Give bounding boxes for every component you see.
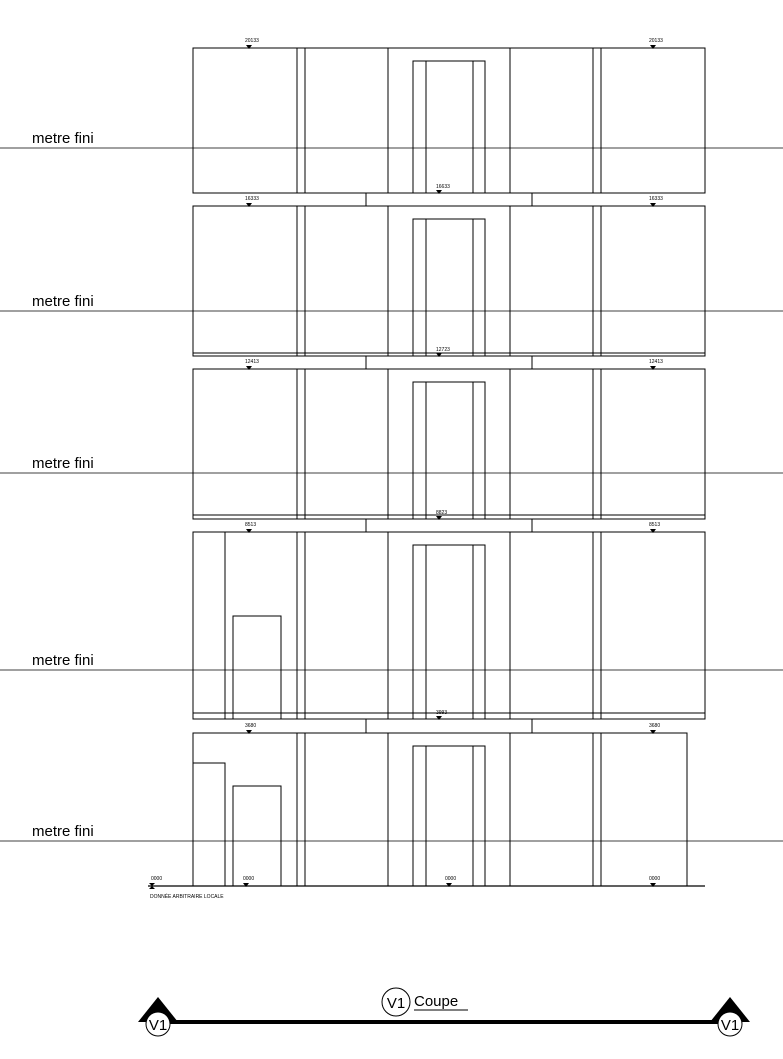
slab-2-1: [366, 719, 532, 733]
section-title-tag: V1: [386, 995, 406, 1012]
elevation-text-base-datum: 0000: [151, 876, 163, 882]
slab-3-2: [366, 519, 532, 532]
slab-4-3: [366, 356, 532, 369]
floor-2: [193, 532, 705, 719]
elevation-text-3680-left: 3680: [245, 723, 257, 729]
elevation-text-16333-left: 16333: [245, 196, 259, 202]
elevation-text-16333-right: 16333: [649, 196, 663, 202]
floor-4: [193, 206, 705, 356]
elevation-text-12723: 12723: [436, 347, 450, 353]
level-label-3: metre fini: [32, 455, 94, 472]
elevation-text-base-center: 0000: [445, 876, 457, 882]
section-title: Coupe: [414, 993, 459, 1010]
floor-3: [193, 369, 705, 519]
elevation-text-3993: 3993: [436, 710, 448, 716]
section-tag-right: V1: [720, 1017, 740, 1034]
level-lines: [0, 148, 783, 841]
elevation-text-8823: 8823: [436, 510, 448, 516]
elevation-text-12413-right: 12413: [649, 359, 663, 365]
elevation-text-8513-left: 8513: [245, 522, 257, 528]
elevation-text-top-right: 20133: [649, 38, 663, 44]
section-tag-left: V1: [148, 1017, 168, 1034]
elevation-text-base-right: 0000: [649, 876, 661, 882]
datum-label: DONNÉE ARBITRAIRE LOCALE: [150, 894, 224, 900]
elevation-text-12413-left: 12413: [245, 359, 259, 365]
slab-5-4: [193, 193, 705, 206]
level-label-4: metre fini: [32, 293, 94, 310]
elevation-texts: [150, 38, 663, 900]
floor-5: [193, 48, 705, 193]
elevation-text-8513-right: 8513: [649, 522, 661, 528]
elevation-markers: [149, 45, 656, 889]
elevation-text-16633: 16633: [436, 184, 450, 190]
elevation-text-3680-right: 3680: [649, 723, 661, 729]
floor-1: [193, 733, 687, 886]
elevation-text-top-left: 20133: [245, 38, 259, 44]
level-label-5: metre fini: [32, 130, 94, 147]
section-cut: [138, 988, 750, 1036]
level-label-1: metre fini: [32, 823, 94, 840]
level-label-2: metre fini: [32, 652, 94, 669]
elevation-text-base-left: 0000: [243, 876, 255, 882]
